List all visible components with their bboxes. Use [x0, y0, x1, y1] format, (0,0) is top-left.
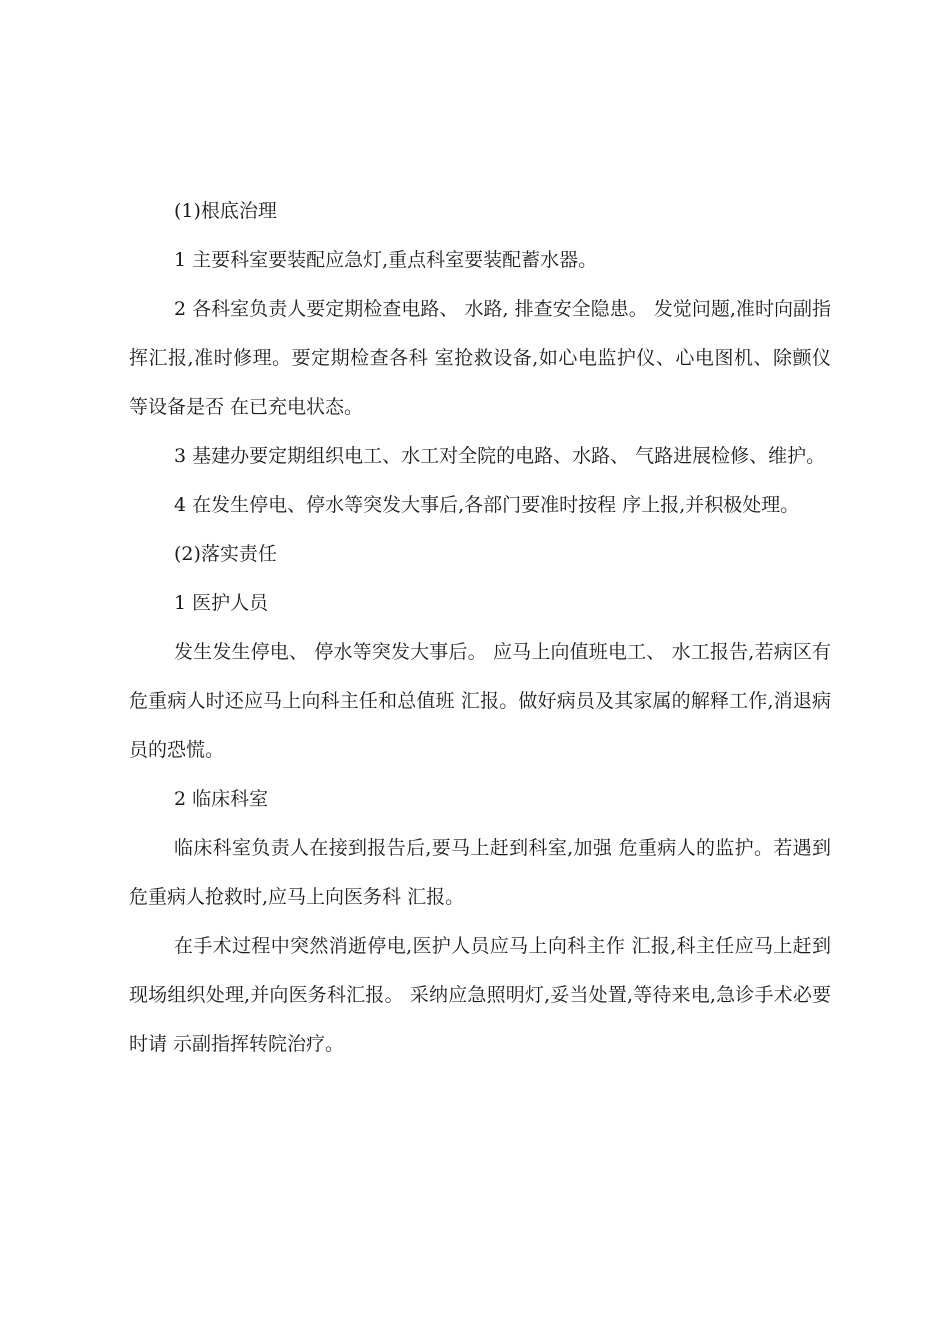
paragraph-clinical-departments: 临床科室负责人在接到报告后,要马上赶到科室,加强 危重病人的监护。若遇到危重病人抢救时,应马上向医务科 汇报。: [129, 837, 831, 908]
subheading-clinical-departments: 2 临床科室: [174, 788, 269, 810]
paragraph-item-3: 3 基建办要定期组织电工、水工对全院的电路、水路、 气路进展检修、维护。: [174, 445, 826, 467]
paragraph-surgery-power-outage: 在手术过程中突然消逝停电,医护人员应马上向科主作 汇报,科主任应马上赶到现场组织处理,并向医务科汇报。 采纳应急照明灯,妥当处置,等待来电,急诊手术必要时请 示副指挥转院治疗。: [129, 935, 831, 1055]
document-body: [129, 187, 831, 1069]
heading-responsibility: (2)落实责任: [174, 543, 277, 565]
paragraph-medical-staff: 发生发生停电、 停水等突发大事后。 应马上向值班电工、 水工报告,若病区有危重病人时还应马上向科主任和总值班 汇报。做好病员及其家属的解释工作,消退病员的恐慌。: [129, 641, 831, 761]
paragraph-item-4: 4 在发生停电、停水等突发大事后,各部门要准时按程 序上报,并积极处理。: [174, 494, 800, 516]
paragraph-item-2: 2 各科室负责人要定期检查电路、 水路, 排查安全隐患。 发觉问题,准时向副指挥汇报,准时修理。要定期检查各科 室抢救设备,如心电监护仪、心电图机、除颤仪等设备是否 在已充电状态。: [129, 298, 831, 418]
heading-basic-management: (1)根底治理: [174, 200, 277, 222]
subheading-medical-staff: 1 医护人员: [174, 592, 269, 614]
paragraph-item-1: 1 主要科室要装配应急灯,重点科室要装配蓄水器。: [174, 249, 598, 271]
